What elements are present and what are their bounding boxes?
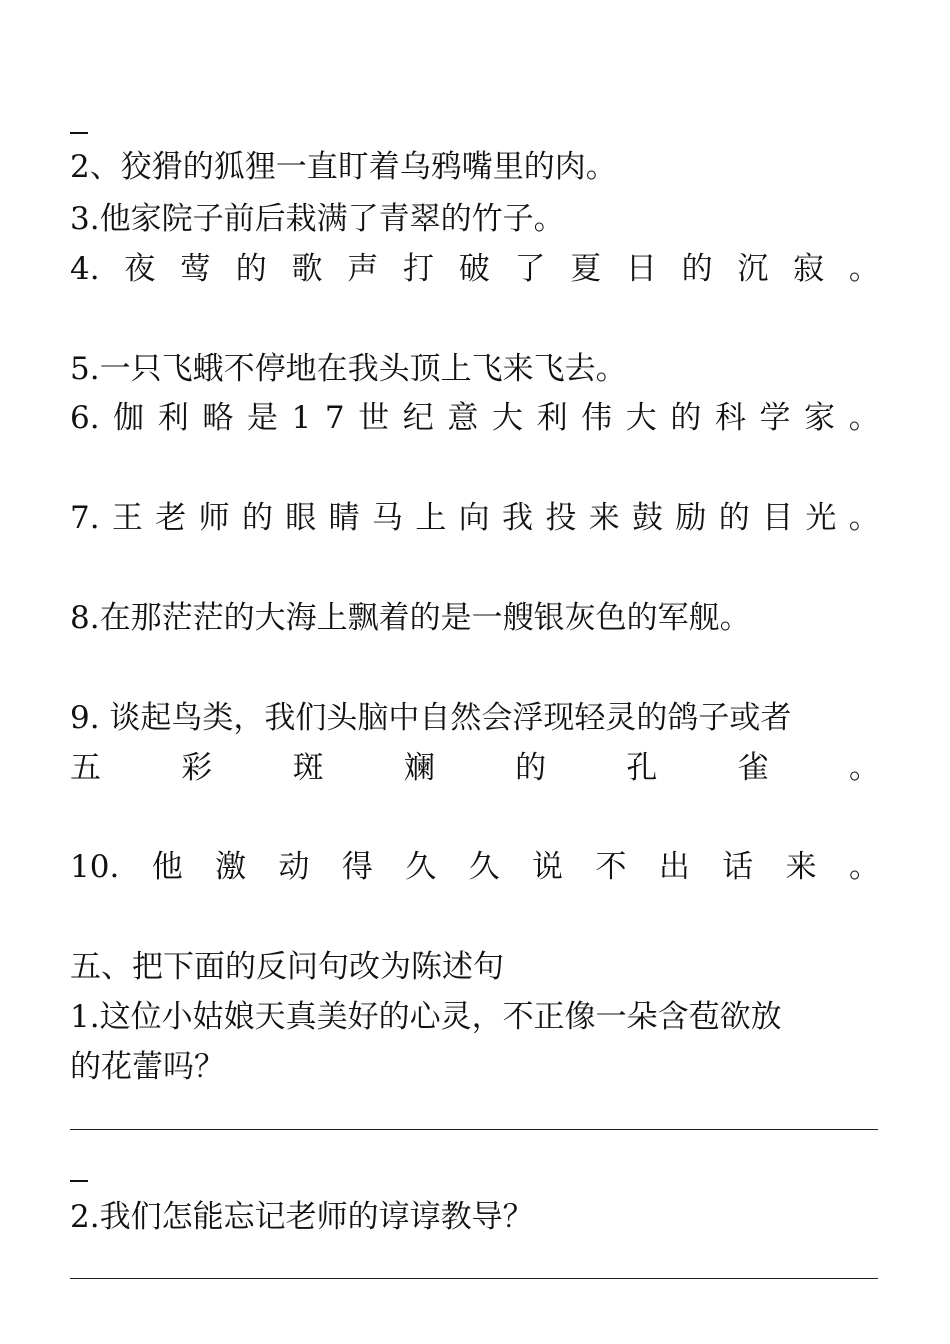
- glyph: 上: [415, 500, 447, 536]
- sentence-3: 3.他家院子前后栽满了青翠的竹子。: [70, 201, 565, 237]
- answer-line-1-stub: [70, 1180, 88, 1182]
- glyph: 他: [151, 849, 183, 885]
- glyph: 师: [198, 500, 230, 536]
- glyph: 马: [371, 500, 403, 536]
- glyph: 。: [848, 750, 880, 786]
- glyph: 。: [849, 849, 880, 885]
- glyph: 1: [291, 400, 312, 436]
- glyph: 纪: [402, 400, 434, 436]
- glyph: 略: [202, 400, 234, 436]
- glyph: 伟: [581, 400, 613, 436]
- sentence-7: [70, 498, 880, 538]
- sentence-2: 2、狡猾的狐狸一直盯着乌鸦嘴里的肉。: [70, 149, 617, 185]
- glyph: 光: [805, 500, 837, 536]
- glyph: 。: [848, 400, 880, 436]
- glyph: 7.: [70, 500, 100, 536]
- glyph: 斓: [403, 750, 435, 786]
- glyph: 意: [447, 400, 479, 436]
- glyph: 目: [762, 500, 794, 536]
- question-2: 2.我们怎能忘记老师的谆谆教导？: [70, 1199, 534, 1235]
- glyph: 动: [278, 849, 310, 885]
- glyph: 的: [681, 251, 713, 287]
- glyph: 沉: [737, 251, 769, 287]
- answer-line-1[interactable]: [70, 1129, 878, 1130]
- glyph: 来: [588, 500, 620, 536]
- glyph: 的: [235, 251, 267, 287]
- glyph: 来: [785, 849, 817, 885]
- glyph: 4.: [70, 251, 100, 287]
- glyph: 。: [848, 500, 880, 536]
- glyph: 的: [241, 500, 273, 536]
- glyph: 睛: [328, 500, 360, 536]
- glyph: 向: [458, 500, 490, 536]
- glyph: 7: [324, 400, 345, 436]
- glyph: 是: [246, 400, 278, 436]
- glyph: 破: [458, 251, 490, 287]
- glyph: 王: [111, 500, 143, 536]
- glyph: 出: [658, 849, 690, 885]
- section-5-heading: 五、把下面的反问句改为陈述句: [70, 949, 504, 985]
- sentence-10: [70, 847, 880, 887]
- glyph: 说: [532, 849, 564, 885]
- glyph: 得: [341, 849, 373, 885]
- sentence-5: 5.一只飞蛾不停地在我头顶上飞来飞去。: [70, 351, 627, 387]
- glyph: 彩: [181, 750, 213, 786]
- glyph: 日: [625, 251, 657, 287]
- glyph: 话: [722, 849, 754, 885]
- glyph: 的: [515, 750, 547, 786]
- glyph: 老: [155, 500, 187, 536]
- glyph: 打: [402, 251, 434, 287]
- glyph: 的: [718, 500, 750, 536]
- glyph: 久: [468, 849, 500, 885]
- glyph: 夜: [124, 251, 156, 287]
- glyph: 励: [675, 500, 707, 536]
- glyph: 10.: [70, 849, 120, 885]
- glyph: 大: [491, 400, 523, 436]
- question-1-line-2: 的花蕾吗？: [70, 1049, 225, 1085]
- glyph: 世: [358, 400, 390, 436]
- glyph: 伽: [113, 400, 145, 436]
- glyph: 学: [759, 400, 791, 436]
- glyph: 声: [347, 251, 379, 287]
- glyph: 鼓: [632, 500, 664, 536]
- sentence-8: 8.在那茫茫的大海上飘着的是一艘银灰色的军舰。: [70, 600, 751, 636]
- answer-line-stub: [70, 132, 88, 134]
- glyph: 。: [848, 251, 880, 287]
- glyph: 投: [545, 500, 577, 536]
- glyph: 利: [157, 400, 189, 436]
- glyph: 寂: [793, 251, 825, 287]
- glyph: 五: [70, 750, 101, 786]
- glyph: 家: [804, 400, 836, 436]
- glyph: 久: [405, 849, 437, 885]
- glyph: 歌: [291, 251, 323, 287]
- question-1-line-1: 1.这位小姑娘天真美好的心灵，不正像一朵含苞欲放: [70, 999, 782, 1035]
- sentence-6: [70, 398, 880, 438]
- glyph: 斑: [292, 750, 324, 786]
- glyph: 了: [514, 251, 546, 287]
- glyph: 的: [670, 400, 702, 436]
- glyph: 孔: [626, 750, 658, 786]
- glyph: 我: [502, 500, 534, 536]
- glyph: 科: [714, 400, 746, 436]
- glyph: 夏: [570, 251, 602, 287]
- glyph: 激: [215, 849, 247, 885]
- sentence-9-line-2: [70, 748, 880, 788]
- glyph: 雀: [737, 750, 769, 786]
- glyph: 不: [595, 849, 627, 885]
- glyph: 6.: [70, 400, 100, 436]
- glyph: 眼: [285, 500, 317, 536]
- sentence-4: [70, 249, 880, 289]
- glyph: 莺: [180, 251, 212, 287]
- glyph: 大: [625, 400, 657, 436]
- glyph: 利: [536, 400, 568, 436]
- answer-line-2[interactable]: [70, 1278, 878, 1279]
- sentence-9-line-1: 9. 谈起鸟类，我们头脑中自然会浮现轻灵的鸽子或者: [70, 700, 792, 736]
